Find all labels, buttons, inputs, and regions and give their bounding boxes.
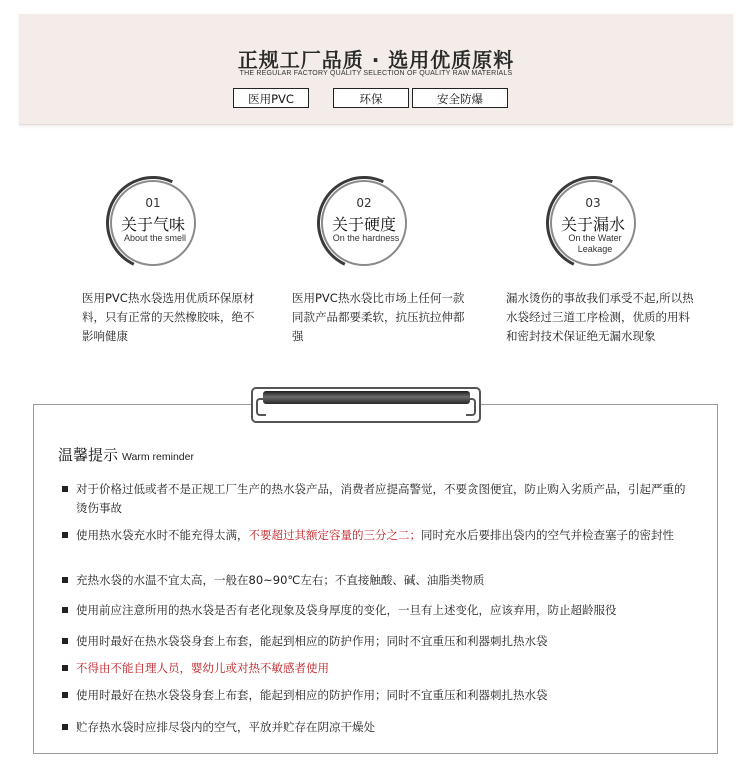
- reminder-text: 使用时最好在热水袋袋身套上布套，能起到相应的防护作用；同时不宜重压和利器刺扎热水袋: [76, 688, 548, 702]
- bullet-square-icon: [62, 638, 68, 644]
- reminder-text: 使用热水袋充水时不能充得太满，: [76, 528, 249, 542]
- reminder-item: [62, 480, 692, 518]
- reminder-item: [62, 526, 692, 545]
- bullet-square-icon: [62, 692, 68, 698]
- reminder-text: 充热水袋的水温不宜太高，一般在80~90℃左右；不直接触酸、碱、油脂类物质: [76, 573, 485, 587]
- tag-explosion-proof: 安全防爆: [412, 88, 508, 108]
- feature-description-leakage: 漏水烫伤的事故我们承受不起,所以热水袋经过三道工序检测，优质的用料和密封技术保证绝无漏水现象: [506, 291, 694, 343]
- tag-medical-pvc: 医用PVC: [233, 88, 309, 108]
- tag-eco-friendly: 环保: [333, 88, 409, 108]
- bullet-square-icon: [62, 532, 68, 538]
- feature-badge-leakage: [550, 180, 636, 266]
- reminder-title: [58, 444, 194, 465]
- page-subtitle: THE REGULAR FACTORY QUALITY SELECTION OF QUALITY RAW MATERIALS: [239, 70, 513, 77]
- feature-title: 关于硬度: [331, 215, 396, 234]
- bullet-square-icon: [62, 724, 68, 730]
- header-banner: [19, 14, 733, 125]
- reminder-item: [62, 632, 692, 651]
- feature-number: 02: [356, 196, 372, 210]
- bullet-square-icon: [62, 577, 68, 583]
- feature-description-smell: 医用PVC热水袋选用优质环保原材料，只有正常的天然橡胶味，绝不影响健康: [82, 291, 255, 343]
- reminder-text-warning: 不得由不能自理人员，婴幼儿或对热不敏感者使用: [76, 661, 329, 675]
- reminder-item: [62, 718, 692, 737]
- reminder-title-cn: 温馨提示: [58, 446, 119, 464]
- feature-badge-smell: [110, 180, 196, 266]
- feature-title: 关于气味: [120, 215, 185, 234]
- bullet-square-icon: [62, 607, 68, 613]
- reminder-title-en: Warm reminder: [122, 451, 194, 463]
- feature-badge-hardness: [321, 180, 407, 266]
- feature-number: 01: [145, 196, 161, 210]
- feature-description-hardness: 医用PVC热水袋比市场上任何一款同款产品都要柔软，抗压抗拉伸都强: [292, 291, 465, 343]
- reminder-item: [62, 659, 692, 678]
- bullet-square-icon: [62, 665, 68, 671]
- reminder-item: [62, 571, 692, 590]
- feature-title: 关于漏水: [560, 215, 625, 234]
- feature-title-en: About the smell: [123, 233, 187, 243]
- page-title: 正规工厂品质 · 选用优质原料: [237, 48, 515, 72]
- reminder-item: [62, 686, 692, 705]
- reminder-text: 对于价格过低或者不是正规工厂生产的热水袋产品，消费者应提高警觉，不要贪图便宜，防止购入劣质产品，引起严重的烫伤事故: [76, 482, 686, 515]
- clip-bar: [263, 391, 470, 404]
- feature-title-en: On the Water Leakage: [568, 233, 622, 254]
- reminder-text: 使用时最好在热水袋袋身套上布套，能起到相应的防护作用；同时不宜重压和利器刺扎热水袋: [76, 634, 548, 648]
- feature-number: 03: [585, 196, 601, 210]
- reminder-item: [62, 601, 692, 620]
- feature-title-en: On the hardness: [332, 233, 400, 243]
- reminder-text: 使用前应注意所用的热水袋是否有老化现象及袋身厚度的变化，一旦有上述变化，应该弃用，防止超龄服役: [76, 603, 617, 617]
- bullet-square-icon: [62, 486, 68, 492]
- reminder-text: 同时充水后要排出袋内的空气并检查塞子的密封性: [421, 528, 674, 542]
- reminder-text-warning: 不要超过其额定容量的三分之二；: [248, 528, 421, 542]
- reminder-text: 贮存热水袋时应排尽袋内的空气，平放并贮存在阴凉干燥处: [76, 720, 375, 734]
